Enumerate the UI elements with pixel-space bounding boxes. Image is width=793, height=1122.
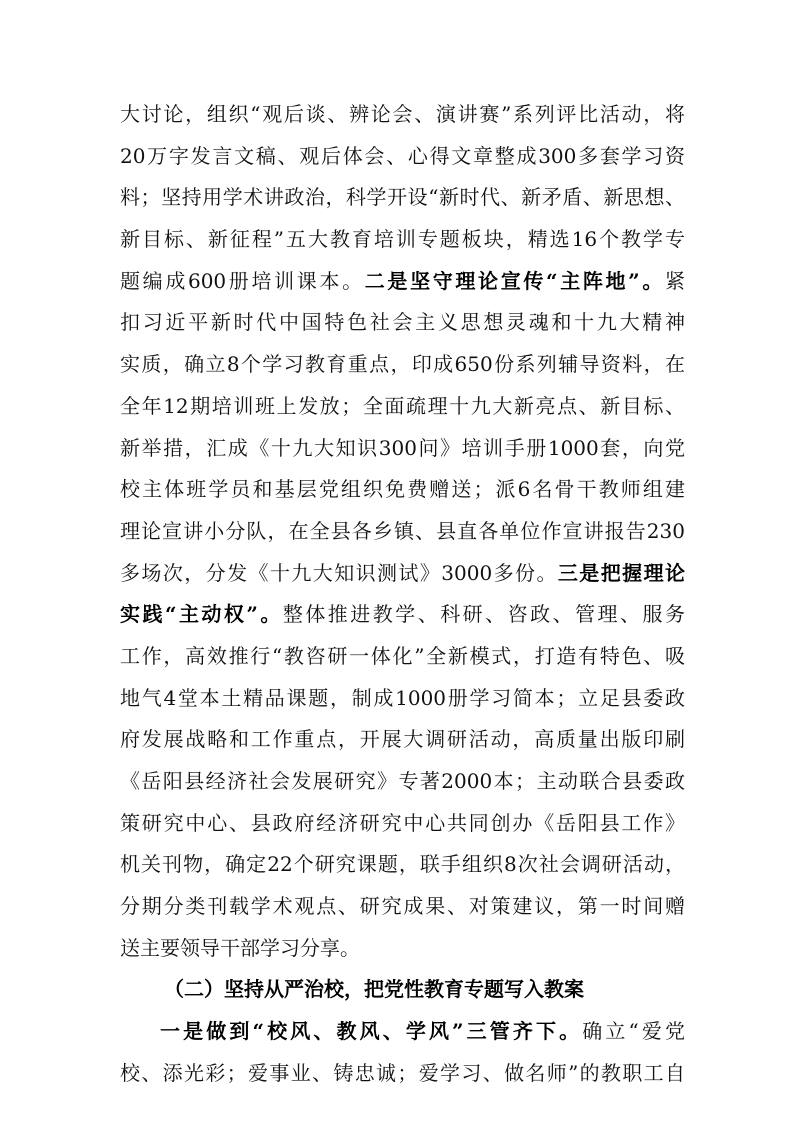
text-line: 工作，高效推行“教咨研一体化”全新模式，打造有特色、吸 (120, 643, 685, 668)
text-run: 整体推进教学、科研、咨政、管理、服务 (282, 602, 685, 627)
text-line: 校主体班学员和基层党组织免费赠送；派6名骨干教师组建 (120, 477, 685, 502)
text-line: 理论宣讲小分队，在全县各乡镇、县直各单位作宣讲报告230 (120, 518, 685, 543)
text-line: 机关刊物，确定22个研究课题，联手组织8次社会调研活动， (120, 852, 685, 877)
text-line: 扣习近平新时代中国特色社会主义思想灵魂和十九大精神 (120, 310, 685, 335)
text-line: 20万字发言文稿、观后体会、心得文章整成300多套学习资 (120, 143, 685, 168)
key-point-heading: 二是坚守理论宣传“主阵地”。 (364, 268, 665, 293)
text-line: 校、添光彩；爱事业、铸忠诚；爱学习、做名师”的教职工自 (120, 1060, 685, 1085)
text-line: 《岳阳县经济社会发展研究》专著2000本；主动联合县委政 (120, 769, 685, 793)
text-line (120, 594, 685, 636)
text-run: 确立“爱党 (582, 1019, 685, 1044)
text-line: 新举措，汇成《十九大知识300问》培训手册1000套，向党 (120, 435, 685, 460)
text-line: 地气4堂本土精品课题，制成1000册学习简本；立足县委政 (120, 685, 685, 710)
text-run: 紧 (665, 268, 685, 293)
key-point-heading: 实践“主动权”。 (120, 602, 283, 627)
key-point-heading: 三是把握理论 (557, 560, 685, 585)
text-line (120, 553, 685, 595)
text-line (120, 1011, 685, 1053)
text-line: 料；坚持用学术讲政治，科学开设“新时代、新矛盾、新思想、 (120, 185, 685, 210)
text-line: 全年12期培训班上发放；全面疏理十九大新亮点、新目标、 (120, 393, 685, 418)
section-heading: （二）坚持从严治校，把党性教育专题写入教案 (164, 977, 584, 1002)
text-line: 府发展战略和工作重点，开展大调研活动，高质量出版印刷 (120, 727, 685, 752)
text-line: 送主要领导干部学习分享。 (120, 935, 360, 960)
text-run: 多场次，分发《十九大知识测试》3000多份。 (120, 560, 558, 585)
key-point-heading: 一是做到“校风、教风、学风”三管齐下。 (160, 1019, 583, 1044)
text-line: 分期分类刊载学术观点、研究成果、对策建议，第一时间赠 (120, 894, 685, 919)
document-body (120, 94, 685, 1095)
text-line: 大讨论，组织“观后谈、辨论会、演讲赛”系列评比活动，将 (120, 102, 685, 126)
text-line: 新目标、新征程”五大教育培训专题板块，精选16个教学专 (120, 227, 685, 252)
text-line (120, 261, 685, 303)
text-run: 题编成600册培训课本。 (120, 268, 365, 293)
text-line: 实质，确立8个学习教育重点，印成650份系列辅导资料，在 (120, 352, 685, 377)
text-line: 策研究中心、县政府经济研究中心共同创办《岳阳县工作》 (120, 810, 685, 835)
